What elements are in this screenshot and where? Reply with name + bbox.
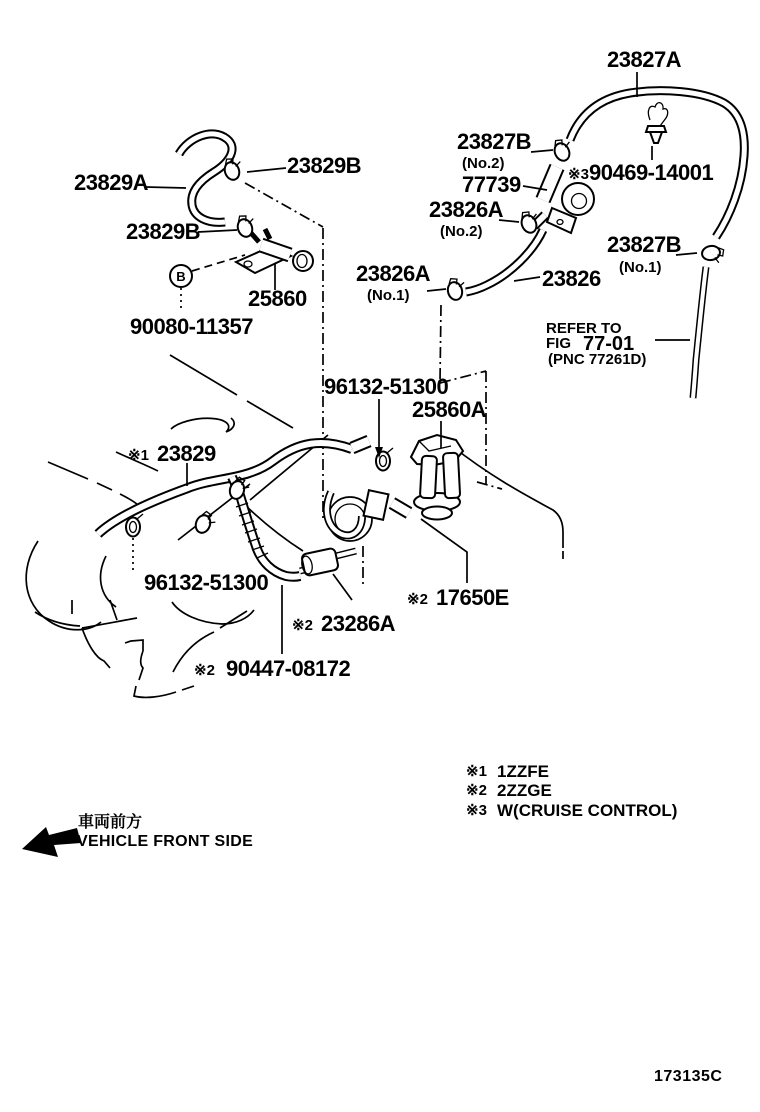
label-25860: 25860 [248, 286, 307, 311]
label-23286a-marker: ※2 [292, 617, 313, 634]
valve-77739-body [562, 183, 594, 215]
label-90469-marker: ※3 [568, 166, 589, 183]
legend-marker-2: ※2 [466, 782, 487, 799]
label-90469: 90469-14001 [589, 160, 714, 185]
label-90080: 90080-11357 [130, 314, 253, 339]
label-23829: 23829 [157, 441, 216, 466]
label-refer-line2a: FIG [546, 335, 571, 352]
figure-code: 173135C [654, 1068, 723, 1085]
valve-25860a-port [420, 456, 437, 499]
label-23826a-no1-sub: (No.1) [367, 287, 410, 304]
valve-25860a-port [443, 453, 460, 499]
label-23829b-top: 23829B [287, 153, 362, 178]
label-front-en: VEHICLE FRONT SIDE [77, 833, 254, 850]
label-77739: 77739 [462, 172, 521, 197]
label-view-b: B [176, 269, 186, 284]
leader-23829a [146, 187, 186, 188]
label-23829a: 23829A [74, 170, 149, 195]
actuator-block [364, 490, 389, 520]
label-23826: 23826 [542, 266, 601, 291]
label-96132-top: 96132-51300 [324, 374, 449, 399]
legend-text-2: 2ZZGE [497, 781, 552, 800]
legend-text-3: W(CRUISE CONTROL) [497, 801, 678, 820]
label-23829b-bottom: 23829B [126, 219, 201, 244]
valve-25860a-base-lower [422, 507, 452, 520]
legend-marker-1: ※1 [466, 763, 487, 780]
label-23827b-no2: 23827B [457, 129, 532, 154]
label-17650e-marker: ※2 [407, 591, 428, 608]
label-refer-line3: (PNC 77261D) [548, 351, 647, 368]
legend-marker-3: ※3 [466, 802, 487, 819]
label-23827a: 23827A [607, 47, 682, 72]
label-23827b-no1: 23827B [607, 232, 682, 257]
legend-text-1: 1ZZFE [497, 762, 549, 781]
label-refer-line1: REFER TO [546, 320, 622, 337]
label-17650e: 17650E [436, 585, 509, 610]
label-refer-line2b: 77-01 [583, 333, 635, 355]
label-23829-marker: ※1 [128, 447, 149, 464]
label-96132-bottom: 96132-51300 [144, 570, 269, 595]
label-90447-marker: ※2 [194, 662, 215, 679]
label-23826a-no2-sub: (No.2) [440, 223, 483, 240]
label-front-jp: 車両前方 [78, 814, 143, 831]
label-23826a-no2: 23826A [429, 197, 504, 222]
label-23826a-no1: 23826A [356, 261, 431, 286]
label-23827b-no2-sub: (No.2) [462, 155, 505, 172]
label-23827b-no1-sub: (No.1) [619, 259, 662, 276]
label-90447: 90447-08172 [226, 656, 351, 681]
label-25860a: 25860A [412, 397, 487, 422]
label-23286a: 23286A [321, 611, 396, 636]
